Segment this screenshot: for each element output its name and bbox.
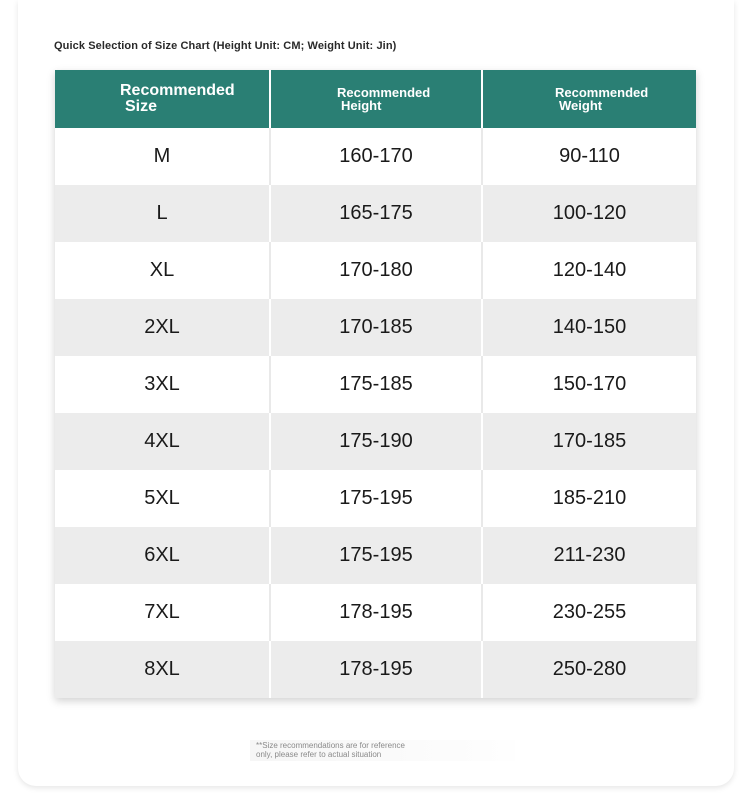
table-row [55, 584, 696, 641]
height-cell: 160-170 [269, 128, 481, 185]
header-height-line1: Recommended [337, 85, 431, 100]
table-header-row [55, 70, 696, 128]
table-body [55, 128, 696, 698]
height-cell: 175-195 [269, 470, 481, 527]
table-row [55, 470, 696, 527]
size-cell: M [153, 145, 171, 167]
height-cell: 178-195 [269, 641, 481, 698]
table-row [55, 299, 696, 356]
weight-cell: 230-255 [481, 584, 696, 641]
weight-cell: 120-140 [481, 242, 696, 299]
weight-cell: 90-110 [481, 128, 696, 185]
header-recommended-size [55, 70, 269, 128]
table-row [55, 128, 696, 185]
size-cell: 8XL [144, 658, 180, 680]
header-size-line1: Recommended [120, 82, 235, 99]
size-cell: 7XL [144, 601, 180, 623]
size-cell: 6XL [144, 544, 180, 566]
size-footnote [250, 740, 515, 761]
weight-cell: 170-185 [481, 413, 696, 470]
weight-cell: 140-150 [481, 299, 696, 356]
size-cell: 4XL [144, 430, 180, 452]
header-recommended-weight [481, 70, 696, 128]
header-weight-line1: Recommended [555, 85, 649, 100]
table-row [55, 641, 696, 698]
height-cell: 178-195 [269, 584, 481, 641]
table-row [55, 242, 696, 299]
weight-cell: 150-170 [481, 356, 696, 413]
footnote-line1: **Size recommendations are for reference [256, 741, 405, 750]
height-cell: 175-190 [269, 413, 481, 470]
size-cell: L [156, 202, 168, 224]
size-chart-title: Quick Selection of Size Chart (Height Unit: CM; Weight Unit: Jin) [54, 40, 397, 52]
height-cell: 170-185 [269, 299, 481, 356]
size-table [55, 70, 696, 698]
height-cell: 170-180 [269, 242, 481, 299]
footnote-line2: only, please refer to actual situation [256, 750, 382, 759]
weight-cell: 185-210 [481, 470, 696, 527]
header-recommended-height [269, 70, 481, 128]
height-cell: 165-175 [269, 185, 481, 242]
weight-cell: 250-280 [481, 641, 696, 698]
header-size-line2: Size [125, 98, 158, 115]
size-cell: XL [149, 259, 175, 281]
table-row [55, 413, 696, 470]
table-row [55, 185, 696, 242]
height-cell: 175-185 [269, 356, 481, 413]
height-cell: 175-195 [269, 527, 481, 584]
table-row [55, 356, 696, 413]
table-row [55, 527, 696, 584]
size-cell: 2XL [144, 316, 180, 338]
header-height-line2: Height [341, 98, 382, 113]
size-cell: 3XL [144, 373, 180, 395]
size-cell: 5XL [144, 487, 180, 509]
header-weight-line2: Weight [559, 98, 603, 113]
weight-cell: 211-230 [481, 527, 696, 584]
weight-cell: 100-120 [481, 185, 696, 242]
